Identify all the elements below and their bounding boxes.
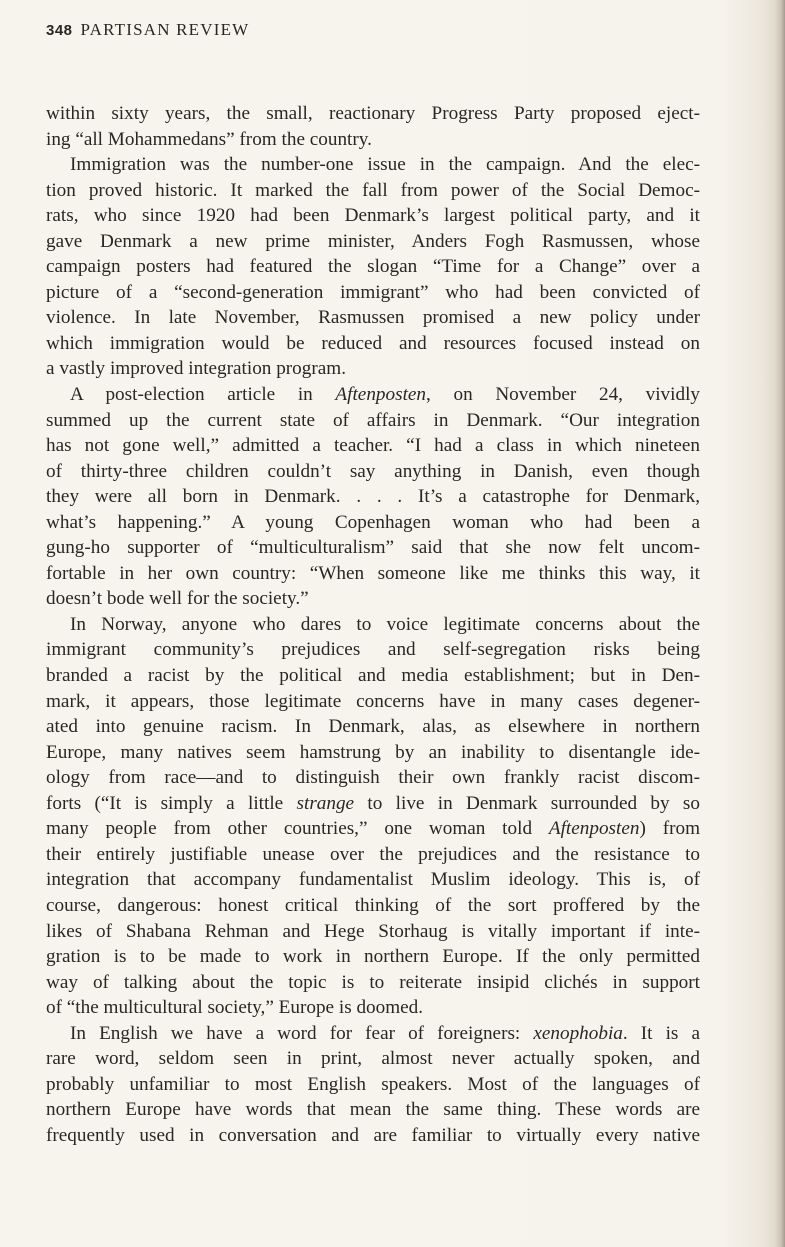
text-segment: fortable in her own country: “When someone like me thinks this way, it [46, 562, 700, 584]
text-segment: gave Denmark a new prime minister, Anders Fogh Rasmussen, whose [46, 230, 700, 252]
text-segment: to live in Denmark surrounded by so [354, 792, 700, 814]
text-segment: what’s happening.” A young Copenhagen woman who had been a [46, 511, 700, 533]
text-line [46, 586, 700, 612]
text-line [46, 459, 700, 485]
text-segment: of “the multicultural society,” Europe is doomed. [46, 997, 424, 1019]
text-segment: summed up the current state of affairs in Denmark. “Our integration [46, 409, 700, 431]
text-segment: branded a racist by the political and media establishment; but in Den- [46, 665, 700, 687]
text-line [46, 842, 700, 868]
text-segment: A post-election article in [70, 384, 336, 406]
text-segment: likes of Shabana Rehman and Hege Storhaug is vitally important if inte- [46, 920, 700, 942]
text-segment: ology from race—and to distinguish their own frankly racist discom- [46, 767, 700, 789]
text-line [46, 765, 700, 791]
text-segment: forts (“It is simply a little [46, 792, 297, 814]
text-segment: . It is a [622, 1022, 700, 1044]
text-line [46, 152, 700, 178]
italic-text: Aftenposten [335, 384, 427, 406]
text-line [46, 1072, 700, 1098]
text-segment: integration that accompany fundamentalist Muslim ideology. This is, of [46, 869, 700, 891]
text-line [46, 203, 700, 229]
text-segment: rare word, seldom seen in print, almost never actually spoken, and [46, 1048, 700, 1070]
text-segment: their entirely justifiable unease over the prejudices and the resistance to [46, 843, 700, 865]
text-line [46, 995, 700, 1021]
text-line [46, 229, 700, 255]
text-segment: of thirty-three children couldn’t say anything in Danish, even though [46, 460, 700, 482]
text-line [46, 1021, 700, 1047]
text-line [46, 178, 700, 204]
text-segment: within sixty years, the small, reactionary Progress Party proposed eject- [46, 103, 700, 124]
text-segment: which immigration would be reduced and resources focused instead on [46, 332, 700, 354]
text-line [46, 101, 700, 127]
text-line [46, 561, 700, 587]
text-segment: ) from [639, 818, 700, 840]
text-line [46, 331, 700, 357]
text-line [46, 433, 700, 459]
page-gutter-shadow [775, 0, 785, 1247]
text-line [46, 1097, 700, 1123]
text-segment: course, dangerous: honest critical thinking of the sort proffered by the [46, 894, 700, 916]
text-segment: In Norway, anyone who dares to voice legitimate concerns about the [70, 613, 700, 635]
text-segment: ated into genuine racism. In Denmark, alas, as elsewhere in northern [46, 716, 700, 738]
text-segment: mark, it appears, those legitimate concerns have in many cases degener- [46, 690, 700, 712]
text-segment: northern Europe have words that mean the same thing. These words are [46, 1099, 700, 1121]
text-line [46, 408, 700, 434]
text-segment: they were all born in Denmark. . . . It’s a catastrophe for Denmark, [46, 486, 700, 508]
text-line [46, 893, 700, 919]
text-segment: many people from other countries,” one woman told [46, 818, 549, 840]
journal-title: PARTISAN REVIEW [80, 20, 250, 39]
text-line [46, 791, 700, 817]
text-segment: a vastly improved integration program. [46, 358, 346, 380]
text-line [46, 970, 700, 996]
text-segment: gration is to be made to work in northern Europe. If the only permitted [46, 946, 700, 968]
text-line [46, 637, 700, 663]
text-segment: violence. In late November, Rasmussen promised a new policy under [46, 307, 700, 329]
running-head [46, 20, 249, 40]
text-segment: tion proved historic. It marked the fall from power of the Social Democ- [46, 179, 700, 201]
text-line [46, 484, 700, 510]
text-line [46, 612, 700, 638]
text-line [46, 305, 700, 331]
italic-text: xenophobia [533, 1022, 623, 1044]
text-segment: Immigration was the number-one issue in the campaign. And the elec- [70, 154, 700, 176]
text-segment: Europe, many natives seem hamstrung by an inability to disentangle ide- [46, 741, 700, 763]
text-segment: doesn’t bode well for the society.” [46, 588, 309, 610]
text-segment: , on November 24, vividly [426, 384, 700, 406]
text-segment: rats, who since 1920 had been Denmark’s largest political party, and it [46, 205, 700, 227]
text-line [46, 867, 700, 893]
text-line [46, 280, 700, 306]
text-segment: way of talking about the topic is to reiterate insipid clichés in support [46, 971, 700, 993]
text-segment: frequently used in conversation and are familiar to virtually every native [46, 1124, 700, 1146]
italic-text: Aftenposten [548, 818, 640, 840]
text-segment: has not gone well,” admitted a teacher. “I had a class in which nineteen [46, 435, 700, 457]
text-line [46, 740, 700, 766]
text-line [46, 356, 700, 382]
page-number: 348 [46, 22, 73, 39]
text-line [46, 382, 700, 408]
text-segment: immigrant community’s prejudices and self-segregation risks being [46, 639, 700, 661]
text-segment: gung-ho supporter of “multiculturalism” said that she now felt uncom- [46, 537, 700, 559]
text-line [46, 663, 700, 689]
text-line [46, 919, 700, 945]
text-line [46, 127, 700, 153]
text-segment: probably unfamiliar to most English speakers. Most of the languages of [46, 1073, 700, 1095]
text-line [46, 689, 700, 715]
text-segment: ing “all Mohammedans” from the country. [46, 128, 372, 150]
text-line [46, 714, 700, 740]
text-line [46, 535, 700, 561]
text-line [46, 816, 700, 842]
body-text [46, 101, 700, 1148]
text-line [46, 1123, 700, 1149]
text-segment: In English we have a word for fear of foreigners: [70, 1022, 534, 1044]
italic-text: strange [296, 792, 355, 814]
text-line [46, 1046, 700, 1072]
text-line [46, 944, 700, 970]
text-segment: picture of a “second-generation immigrant” who had been convicted of [46, 281, 700, 303]
text-segment: campaign posters had featured the slogan “Time for a Change” over a [46, 256, 700, 278]
text-line [46, 254, 700, 280]
text-line [46, 510, 700, 536]
